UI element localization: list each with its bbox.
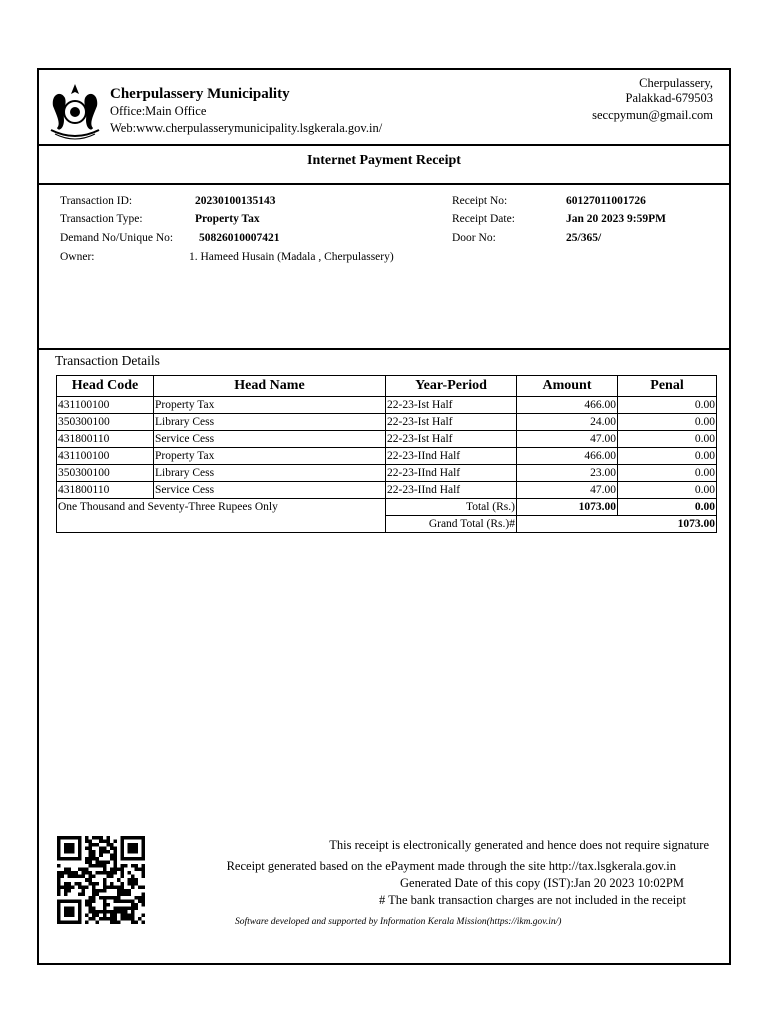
signature-note: This receipt is electronically generated and hence does not require signature <box>329 838 709 852</box>
receipt-frame <box>37 68 731 965</box>
transaction-details-heading: Transaction Details <box>55 353 160 368</box>
year-period-cell: 22-23-IInd Half <box>386 448 517 465</box>
page-title: Internet Payment Receipt <box>307 153 461 168</box>
grand-total-label: Grand Total (Rs.)# <box>386 516 517 533</box>
transaction-table <box>56 375 717 533</box>
divider <box>39 348 729 350</box>
total-row <box>57 499 717 516</box>
year-period-cell: 22-23-Ist Half <box>386 397 517 414</box>
year-period-cell: 22-23-IInd Half <box>386 465 517 482</box>
total-amount: 1073.00 <box>517 499 618 516</box>
website-link[interactable]: Web:www.cherpulasserymunicipality.lsgkerala.gov.in/ <box>110 121 383 135</box>
demand-no-value: 50826010007421 <box>199 232 280 244</box>
column-header: Head Name <box>154 376 386 397</box>
door-no-value: 25/365/ <box>566 232 602 244</box>
head-code-cell: 431100100 <box>57 397 154 414</box>
amount-cell: 23.00 <box>517 465 618 482</box>
amount-cell: 24.00 <box>517 414 618 431</box>
org-name: Cherpulassery Municipality <box>110 86 290 102</box>
table-row <box>57 448 717 465</box>
penal-cell: 0.00 <box>618 448 717 465</box>
kerala-emblem-logo <box>45 80 105 140</box>
head-name-cell: Library Cess <box>154 465 386 482</box>
amount-cell: 47.00 <box>517 431 618 448</box>
column-header: Year-Period <box>386 376 517 397</box>
penal-cell: 0.00 <box>618 414 717 431</box>
column-header: Head Code <box>57 376 154 397</box>
head-name-cell: Property Tax <box>154 448 386 465</box>
address-line-1: Cherpulassery, <box>639 76 713 90</box>
demand-no-label: Demand No/Unique No: <box>60 232 174 244</box>
table-row <box>57 397 717 414</box>
transaction-type-value: Property Tax <box>195 213 260 225</box>
head-name-cell: Library Cess <box>154 414 386 431</box>
receipt-date-value: Jan 20 2023 9:59PM <box>566 213 666 225</box>
penal-cell: 0.00 <box>618 465 717 482</box>
receipt-no-value: 60127011001726 <box>566 195 646 207</box>
receipt-date-label: Receipt Date: <box>452 213 515 225</box>
year-period-cell: 22-23-Ist Half <box>386 431 517 448</box>
door-no-label: Door No: <box>452 232 496 244</box>
bank-charges-note: # The bank transaction charges are not included in the receipt <box>378 893 686 907</box>
head-name-cell: Service Cess <box>154 482 386 499</box>
penal-cell: 0.00 <box>618 397 717 414</box>
head-code-cell: 350300100 <box>57 414 154 431</box>
address-line-2: Palakkad-679503 <box>625 91 713 105</box>
grand-total-amount: 1073.00 <box>517 516 717 533</box>
owner-value: 1. Hameed Husain (Madala , Cherpulassery) <box>189 251 394 263</box>
table-row <box>57 482 717 499</box>
divider <box>39 183 729 185</box>
amount-cell: 47.00 <box>517 482 618 499</box>
penal-cell: 0.00 <box>618 482 717 499</box>
receipt-no-label: Receipt No: <box>452 195 508 207</box>
head-code-cell: 350300100 <box>57 465 154 482</box>
column-header: Amount <box>517 376 618 397</box>
head-name-cell: Service Cess <box>154 431 386 448</box>
head-code-cell: 431800110 <box>57 431 154 448</box>
head-name-cell: Property Tax <box>154 397 386 414</box>
amount-cell: 466.00 <box>517 397 618 414</box>
transaction-id-value: 20230100135143 <box>195 195 276 207</box>
owner-label: Owner: <box>60 251 95 263</box>
amount-in-words: One Thousand and Seventy-Three Rupees Only <box>57 499 386 533</box>
total-label: Total (Rs.) <box>386 499 517 516</box>
epayment-note: Receipt generated based on the ePayment made through the site http://tax.lsgkerala.gov.in <box>226 859 676 873</box>
table-header-row <box>57 376 717 397</box>
head-code-cell: 431100100 <box>57 448 154 465</box>
year-period-cell: 22-23-IInd Half <box>386 482 517 499</box>
penal-cell: 0.00 <box>618 431 717 448</box>
software-credit: Software developed and supported by Information Kerala Mission(https://ikm.gov.in/) <box>235 917 562 927</box>
qr-code <box>57 836 145 924</box>
divider <box>39 144 729 146</box>
table-row <box>57 465 717 482</box>
office-name: Office:Main Office <box>110 104 207 118</box>
total-penal: 0.00 <box>618 499 717 516</box>
year-period-cell: 22-23-Ist Half <box>386 414 517 431</box>
amount-cell: 466.00 <box>517 448 618 465</box>
table-row <box>57 431 717 448</box>
transaction-type-label: Transaction Type: <box>60 213 143 225</box>
head-code-cell: 431800110 <box>57 482 154 499</box>
generated-date-note: Generated Date of this copy (IST):Jan 20 2023 10:02PM <box>400 876 684 890</box>
column-header: Penal <box>618 376 717 397</box>
email-link[interactable]: seccpymun@gmail.com <box>592 108 713 122</box>
table-row <box>57 414 717 431</box>
transaction-id-label: Transaction ID: <box>60 195 133 207</box>
